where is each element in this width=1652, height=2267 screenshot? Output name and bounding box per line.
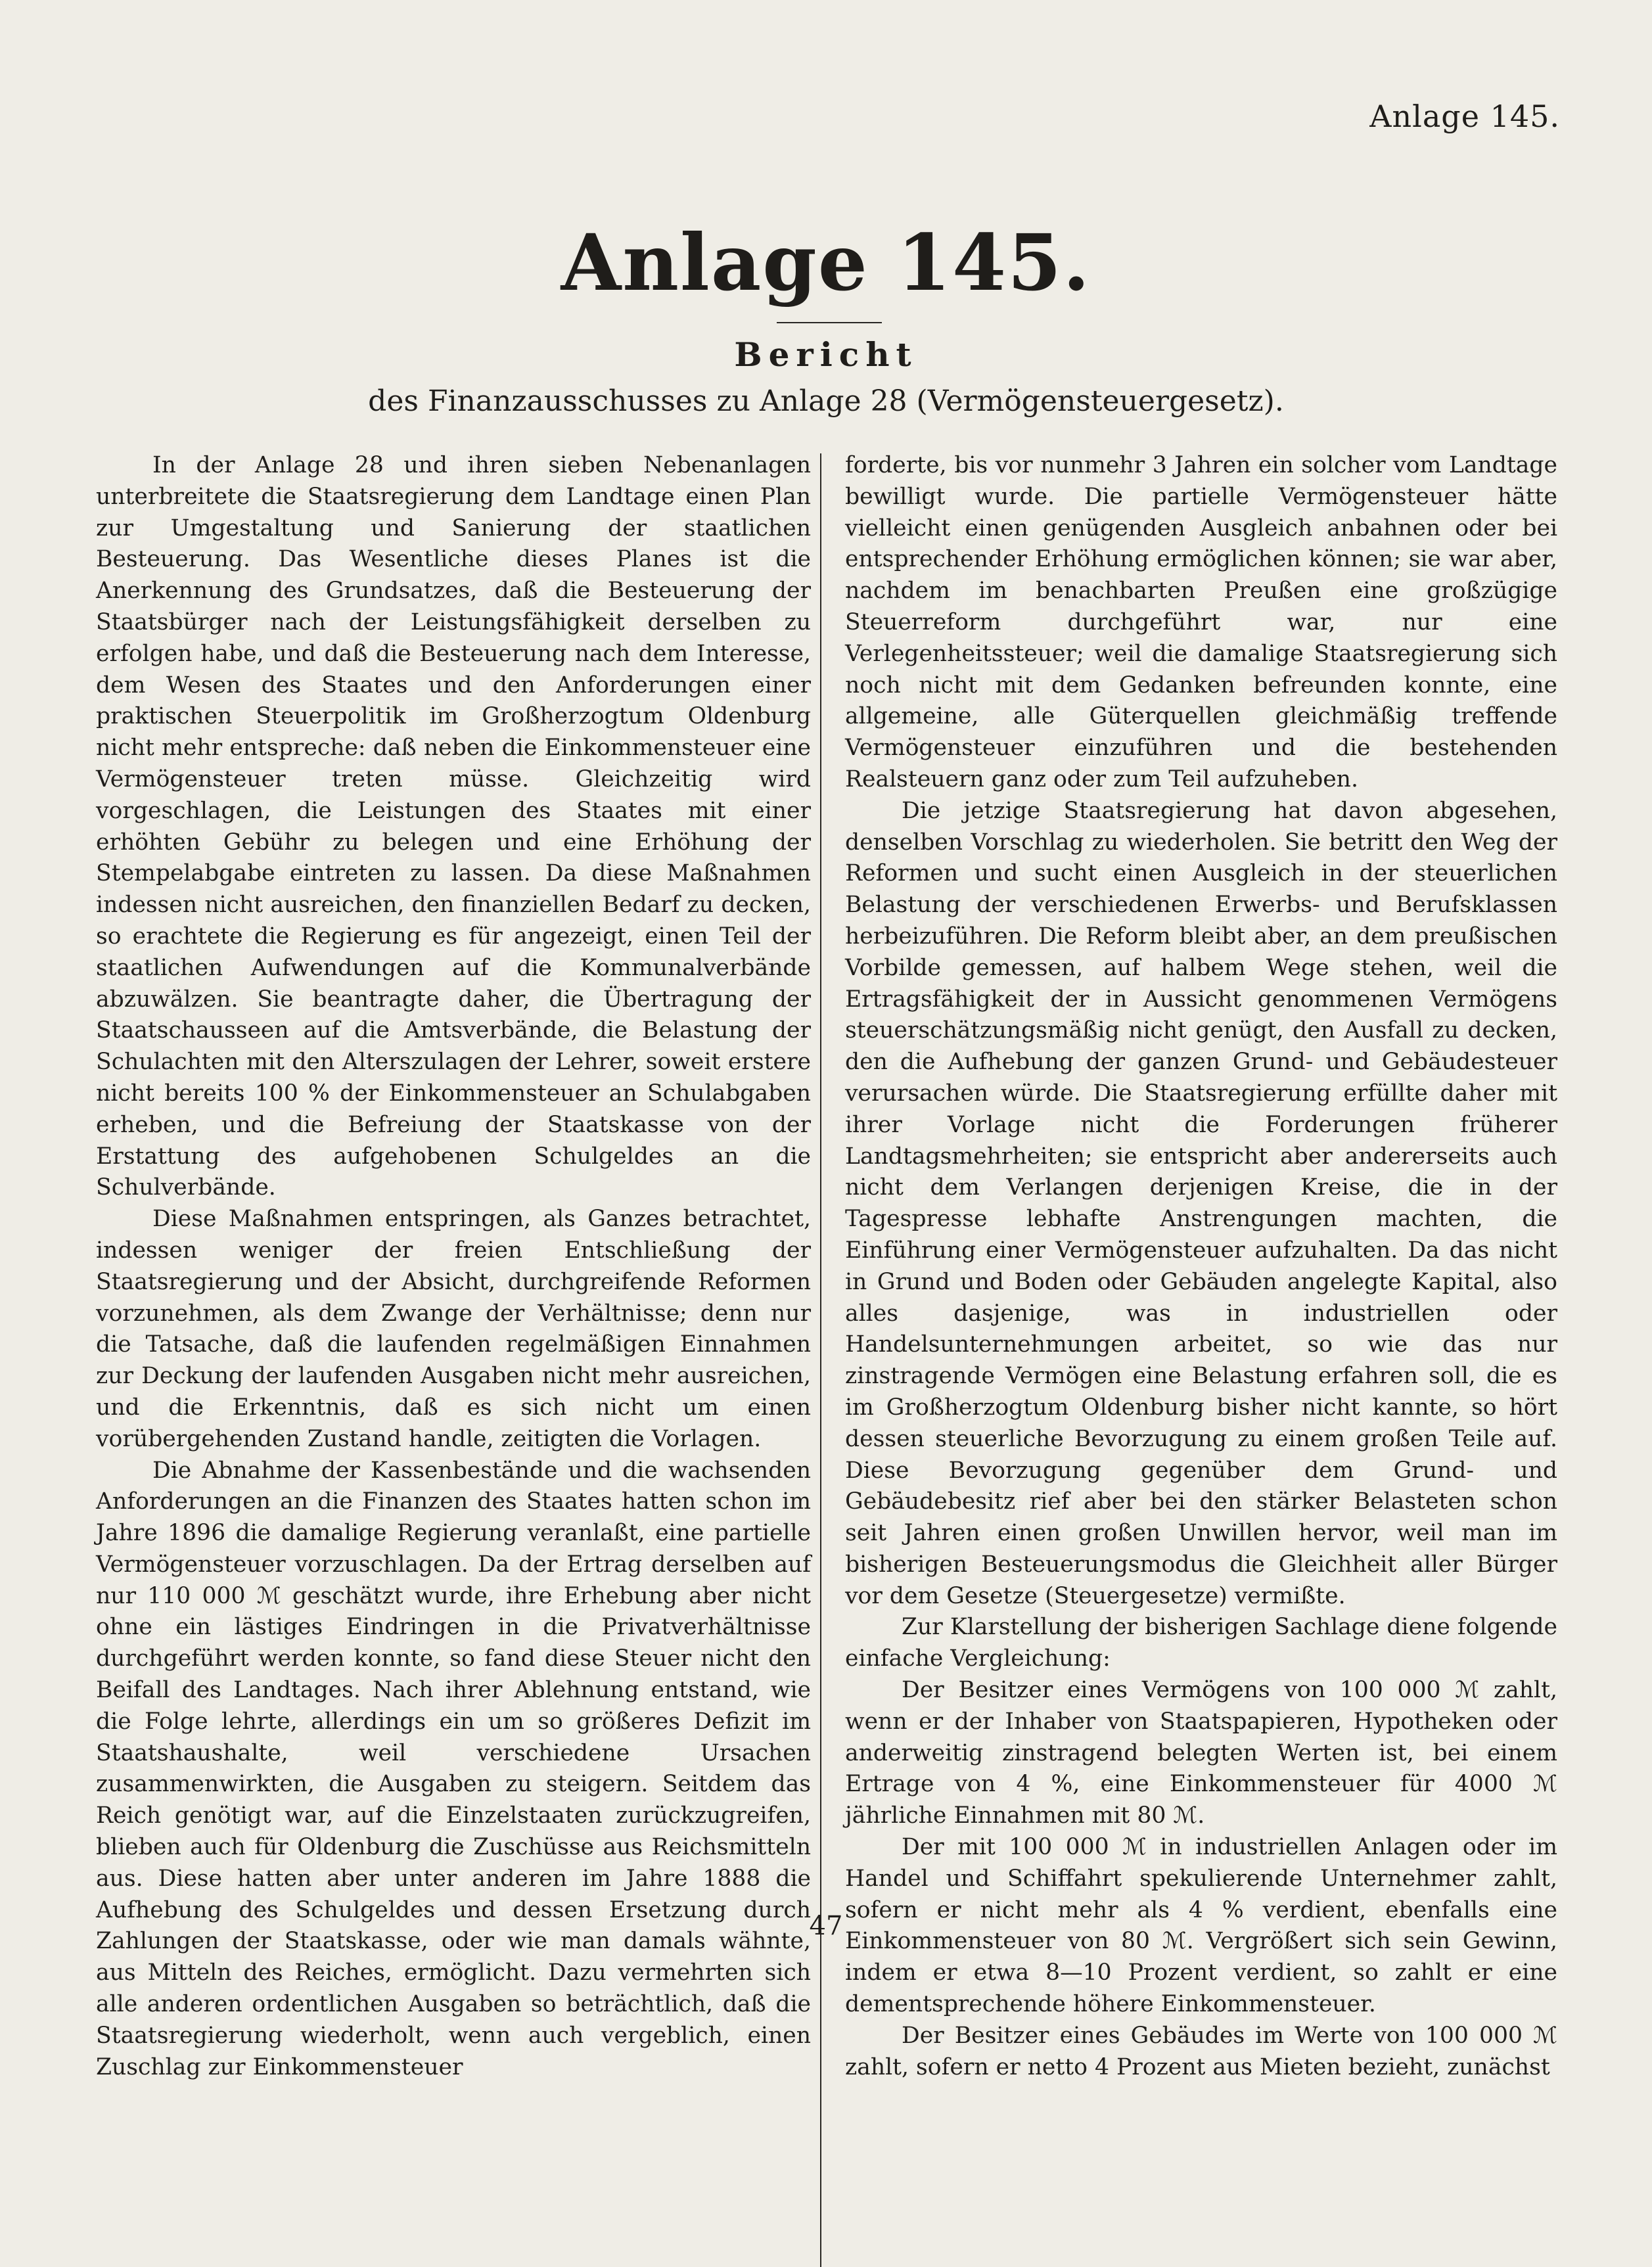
right-paragraph-3: Zur Klarstellung der bisherigen Sachlage diene folgende einfache Vergleichung: bbox=[845, 1614, 1557, 1672]
page-number: 47 bbox=[809, 1911, 843, 1941]
running-head: Anlage 145. bbox=[1369, 99, 1560, 134]
column-divider bbox=[820, 453, 821, 2267]
left-column bbox=[96, 450, 811, 2083]
right-paragraph-5: Der mit 100 000 ℳ in industriellen Anlagen oder im Handel und Schiffahrt spekulierende Unternehmer zahlt, sofern er nicht mehr als 4 % verdient, ebenfalls eine Einkommensteuer von 80 ℳ. Vergrößert sich sein Gewinn, indem er etwa 8—10 Prozent verdient, so zahlt er eine dementsprechende höhere Einkommensteuer. bbox=[845, 1834, 1557, 2018]
right-paragraph-4: Der Besitzer eines Vermögens von 100 000 ℳ zahlt, wenn er der Inhaber von Staatspapieren, Hypotheken oder anderweitig zinstragend belegten Werten ist, bei einem Ertrage von 4 %, eine Einkommensteuer für 4000 ℳ jährliche Einnahmen mit 80 ℳ. bbox=[845, 1677, 1557, 1829]
left-paragraph-2: Diese Maßnahmen entspringen, als Ganzes betrachtet, indessen weniger der freien Entschließung der Staatsregierung und der Absicht, durchgreifende Reformen vorzunehmen, als dem Zwange der Verhältnisse; denn nur die Tatsache, daß die laufenden regelmäßigen Einnahmen zur Deckung der laufenden Ausgaben nicht mehr ausreichen, und die Erkenntnis, daß es sich nicht um einen vorübergehenden Zustand handle, zeitigten die Vorlagen. bbox=[96, 1206, 811, 1452]
right-paragraph-6: Der Besitzer eines Gebäudes im Werte von 100 000 ℳ zahlt, sofern er netto 4 Prozent aus Mieten bezieht, zunächst bbox=[845, 2022, 1557, 2080]
document-title: Anlage 145. bbox=[561, 217, 1091, 308]
left-paragraph-3: Die Abnahme der Kassenbestände und die wachsenden Anforderungen an die Finanzen des Staates hatten schon im Jahre 1896 die damalige Regierung veranlaßt, eine partielle Vermögensteuer vorzuschlagen. Da der Ertrag derselben auf nur 110 000 ℳ geschätzt wurde, ihre Erhebung aber nicht ohne ein lästiges Eindringen in die Privatverhältnisse durchgeführt werden konnte, so fand diese Steuer nicht den Beifall des Landtages. Nach ihrer Ablehnung entstand, wie die Folge lehrte, allerdings ein um so größeres Defizit im Staatshaushalte, weil verschiedene Ursachen zusammenwirkten, die Ausgaben zu steigern. Seitdem das Reich genötigt war, auf die Einzelstaaten zurückzugreifen, blieben auch für Oldenburg die Zuschüsse aus Reichsmitteln aus. Diese hatten aber unter anderen im Jahre 1888 die Aufhebung des Schulgeldes und dessen Ersetzung durch Zahlungen der Staatskasse, oder wie man damals wähnte, aus Mitteln des Reiches, ermöglicht. Dazu vermehrten sich alle anderen ordentlichen Ausgaben so beträchtlich, daß die Staatsregierung wiederholt, wenn auch vergeblich, einen Zuschlag zur Einkommensteuer bbox=[96, 1457, 811, 2080]
document-subline: des Finanzausschusses zu Anlage 28 (Vermögensteuergesetz). bbox=[368, 384, 1284, 418]
left-paragraph-1: In der Anlage 28 und ihren sieben Nebenanlagen unterbreitete die Staatsregierung dem Landtage einen Plan zur Umgestaltung und Sanierung der staatlichen Besteuerung. Das Wesentliche dieses Planes ist die Anerkennung des Grundsatzes, daß die Besteuerung der Staatsbürger nach der Leistungsfähigkeit derselben zu erfolgen habe, und daß die Besteuerung nach dem Interesse, dem Wesen des Staates und den Anforderungen einer praktischen Steuerpolitik im Großherzogtum Oldenburg nicht mehr entspreche: daß neben die Einkommensteuer eine Vermögensteuer treten müsse. Gleichzeitig wird vorgeschlagen, die Leistungen des Staates mit einer erhöhten Gebühr zu belegen und eine Erhöhung der Stempelabgabe eintreten zu lassen. Da diese Maßnahmen indessen nicht ausreichen, den finanziellen Bedarf zu decken, so erachtete die Regierung es für angezeigt, einen Teil der staatlichen Aufwendungen auf die Kommunalverbände abzuwälzen. Sie beantragte daher, die Übertragung der Staatschausseen auf die Amtsverbände, die Belastung der Schulachten mit den Alterszulagen der Lehrer, soweit erstere nicht bereits 100 % der Einkommensteuer an Schulabgaben erheben, und die Befreiung der Staatskasse von der Erstattung des aufgehobenen Schulgeldes an die Schulverbände. bbox=[96, 452, 811, 1201]
title-rule bbox=[777, 322, 882, 323]
document-subtitle: Bericht bbox=[734, 335, 918, 374]
right-column bbox=[845, 450, 1557, 2083]
right-paragraph-1: forderte, bis vor nunmehr 3 Jahren ein solcher vom Landtage bewilligt wurde. Die partielle Vermögensteuer hätte vielleicht einen genügenden Ausgleich anbahnen oder bei entsprechender Erhöhung ermöglichen können; sie war aber, nachdem im benachbarten Preußen eine großzügige Steuerreform durchgeführt war, nur eine Verlegenheitssteuer; weil die damalige Staatsregierung sich noch nicht mit dem Gedanken befreunden konnte, eine allgemeine, alle Güterquellen gleichmäßig treffende Vermögensteuer einzuführen und die bestehenden Realsteuern ganz oder zum Teil aufzuheben. bbox=[845, 452, 1557, 792]
right-paragraph-2: Die jetzige Staatsregierung hat davon abgesehen, denselben Vorschlag zu wiederholen. Sie betritt den Weg der Reformen und sucht einen Ausgleich in der steuerlichen Belastung der verschiedenen Erwerbs- und Berufsklassen herbeizuführen. Die Reform bleibt aber, an dem preußischen Vorbilde gemessen, auf halbem Wege stehen, weil die Ertragsfähigkeit der in Aussicht genommenen Vermögens steuerschätzungsmäßig nicht genügt, den Ausfall zu decken, den die Aufhebung der ganzen Grund- und Gebäudesteuer verursachen würde. Die Staatsregierung erfüllte daher mit ihrer Vorlage nicht die Forderungen früherer Landtagsmehrheiten; sie entspricht aber andererseits auch nicht dem Verlangen derjenigen Kreise, die in der Tagespresse lebhafte Anstrengungen machten, die Einführung einer Vermögensteuer aufzuhalten. Da das nicht in Grund und Boden oder Gebäuden angelegte Kapital, also alles dasjenige, was in industriellen oder Handelsunternehmungen arbeitet, so wie das nur zinstragende Vermögen eine Belastung erfahren soll, die es im Großherzogtum Oldenburg bisher nicht kannte, so hört dessen steuerliche Bevorzugung zu einem großen Teile auf. Diese Bevorzugung gegenüber dem Grund- und Gebäudebesitz rief aber bei den stärker Belasteten schon seit Jahren einen großen Unwillen hervor, weil man im bisherigen Besteuerungsmodus die Gleichheit aller Bürger vor dem Gesetze (Steuergesetze) vermißte. bbox=[845, 797, 1557, 1609]
